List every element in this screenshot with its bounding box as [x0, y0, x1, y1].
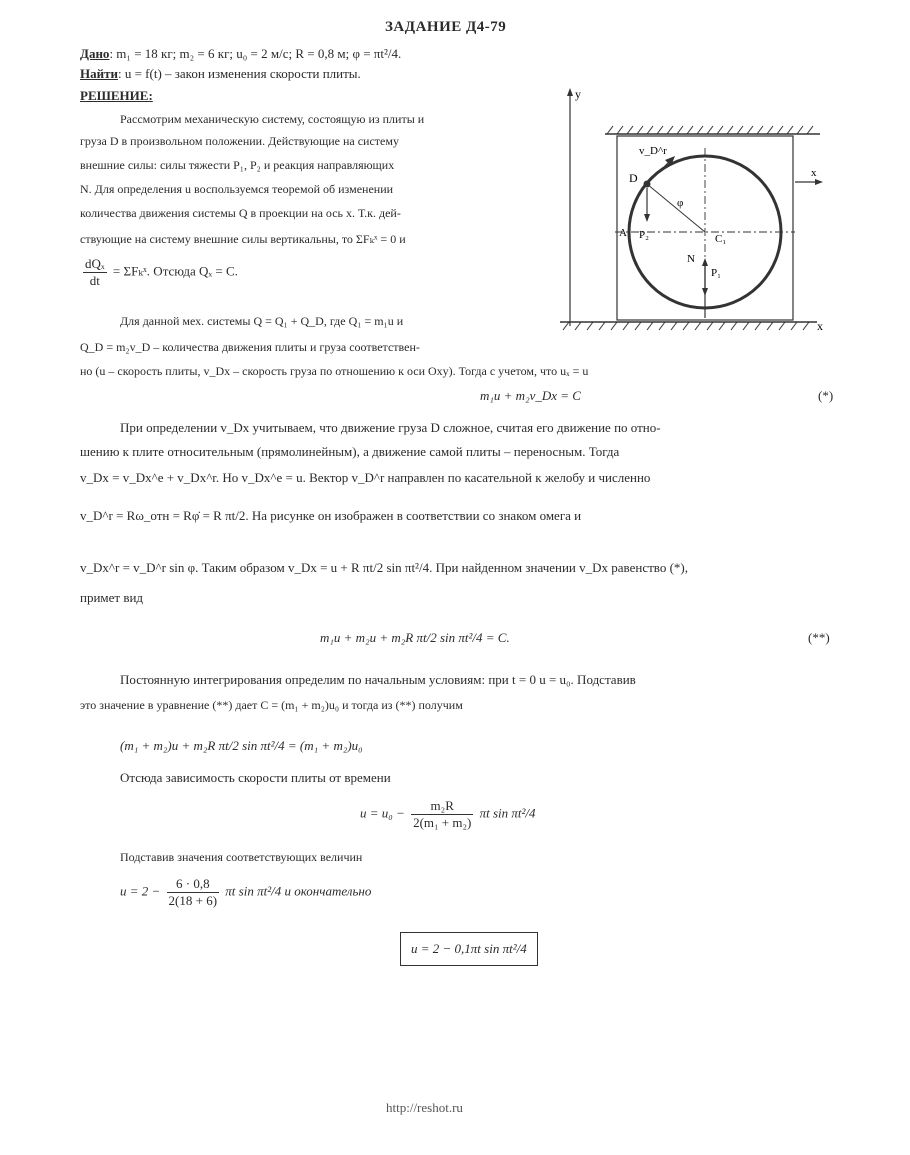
top-hatch — [607, 126, 813, 134]
eq3: (m₁ + m₂)u + m₂R πt/2 sin πt²/4 = (m₁ + m₂)u₀ — [120, 738, 363, 753]
label-c1: C₁ — [715, 233, 727, 245]
answer-box: u = 2 − 0,1πt sin πt²/4 — [400, 932, 538, 966]
label-p1: P₁ — [711, 267, 721, 279]
p1-line-1: груза D в произвольном положении. Действующие на систему — [80, 134, 399, 148]
given-line — [80, 46, 401, 62]
p1-line-0: Рассмотрим механическую систему, состоящую из плиты и — [120, 112, 425, 126]
page-title: ЗАДАНИЕ Д4-79 — [385, 19, 507, 35]
solution-label: РЕШЕНИЕ: — [80, 88, 153, 103]
eq5-den: 2(18 + 6) — [168, 893, 218, 909]
p4-line-0: Постоянную интегрирования определим по начальным условиям: при t = 0 u = u₀. Подставив — [120, 672, 636, 687]
mechanism-figure — [555, 86, 830, 336]
eq5-tail: πt sin πt²/4 и окончательно — [225, 883, 372, 899]
p1-line-3: N. Для определения u воспользуемся теоремой об изменении — [80, 182, 394, 196]
y-axis-label: y — [575, 87, 581, 101]
p3-line-5: примет вид — [80, 590, 144, 605]
footer-url: http://reshot.ru — [386, 1100, 463, 1115]
eq-starstar: m₁u + m₂u + m₂R πt/2 sin πt²/4 = C. — [320, 630, 510, 645]
label-a: A — [619, 227, 627, 239]
eq4 — [360, 798, 536, 832]
given-text: : m₁ = 18 кг; m₂ = 6 кг; u₀ = 2 м/с; R = 0,8 м; φ = πt²/4. — [109, 46, 402, 61]
label-d: D — [629, 171, 638, 185]
p3-line-3: v_D^r = Rω_отн = Rφ̇ = R πt/2. На рисунке он изображен в соответствии со знаком омега и — [80, 508, 582, 523]
eq-starstar-tag: (**) — [808, 630, 830, 645]
y-axis-arrow — [567, 88, 573, 96]
find-text: : u = f(t) – закон изменения скорости плиты. — [117, 66, 361, 81]
given-label: Дано — [80, 46, 110, 61]
velocity-arrow — [647, 160, 671, 184]
eq1-tail: = ΣFₖˣ. Отсюда Qₓ = C. — [112, 263, 238, 279]
label-n: N — [687, 253, 695, 265]
p4-line-1: это значение в уравнение (**) дает C = (m₁ + m₂)u₀ и тогда из (**) получим — [80, 698, 463, 712]
x-axis-label: x — [817, 319, 823, 333]
bottom-hatch — [563, 322, 809, 330]
label-p2: P₂ — [639, 229, 649, 241]
eq4-num: m₂R — [411, 798, 473, 815]
eq5-lhs: u = 2 − — [120, 883, 161, 899]
p2-line-1: Q_D = m₂v_D – количества движения плиты и груза соответствен- — [80, 340, 420, 354]
p3-line-2: v_Dx = v_Dx^e + v_Dx^r. Но v_Dx^e = u. Вектор v_D^r направлен по касательной к желобу и численно — [80, 470, 651, 485]
radius-line — [647, 184, 705, 232]
gravity-d-arrowhead — [644, 214, 650, 222]
eq-star: m₁u + m₂v_Dx = C — [480, 388, 581, 403]
eq4-lhs: u = u₀ − — [360, 805, 405, 821]
eq4-tail: πt sin πt²/4 — [479, 805, 536, 821]
eq1 — [80, 256, 238, 290]
p2-line-2: но (u – скорость плиты, v_Dx – скорость груза по отношению к оси Oxy). Тогда с учетом, что uₓ = u — [80, 364, 589, 378]
plate-direction-arrowhead — [815, 179, 823, 185]
eq1-den: dt — [89, 273, 100, 289]
label-x-right: x — [811, 167, 817, 179]
p6: Подставив значения соответствующих величин — [120, 850, 363, 864]
p3-line-0: При определении v_Dx учитываем, что движение груза D сложное, считая его движение по отно- — [120, 420, 661, 435]
label-vd: v_D^r — [639, 145, 667, 157]
p3-line-4: v_Dx^r = v_D^r sin φ. Таким образом v_Dx = u + R πt/2 sin πt²/4. При найденном значении v_Dx равенство (*), — [80, 560, 688, 575]
p1-line-4: количества движения системы Q в проекции на ось x. Т.к. дей- — [80, 206, 401, 220]
p1-line-2: внешние силы: силы тяжести P₁, P₂ и реакция направляющих — [80, 158, 395, 172]
eq4-den: 2(m₁ + m₂) — [413, 815, 472, 831]
eq5 — [120, 876, 371, 910]
label-phi: φ — [677, 197, 684, 209]
eq-star-tag: (*) — [818, 388, 834, 403]
find-line — [80, 66, 361, 82]
gravity-plate-arrowhead — [702, 288, 708, 296]
p1-line-5: ствующие на систему внешние силы вертикальны, то ΣFₖˣ = 0 и — [80, 232, 406, 246]
p2-line-0: Для данной мех. системы Q = Q₁ + Q_D, где Q₁ = m₁u и — [120, 314, 404, 328]
eq1-num: dQₓ — [83, 256, 107, 273]
p3-line-1: шению к плите относительным (прямолинейным), а движение самой плиты – переносным. Тогда — [80, 444, 620, 459]
p5: Отсюда зависимость скорости плиты от времени — [120, 770, 391, 785]
find-label: Найти — [80, 66, 118, 81]
eq5-num: 6 · 0,8 — [167, 876, 220, 893]
